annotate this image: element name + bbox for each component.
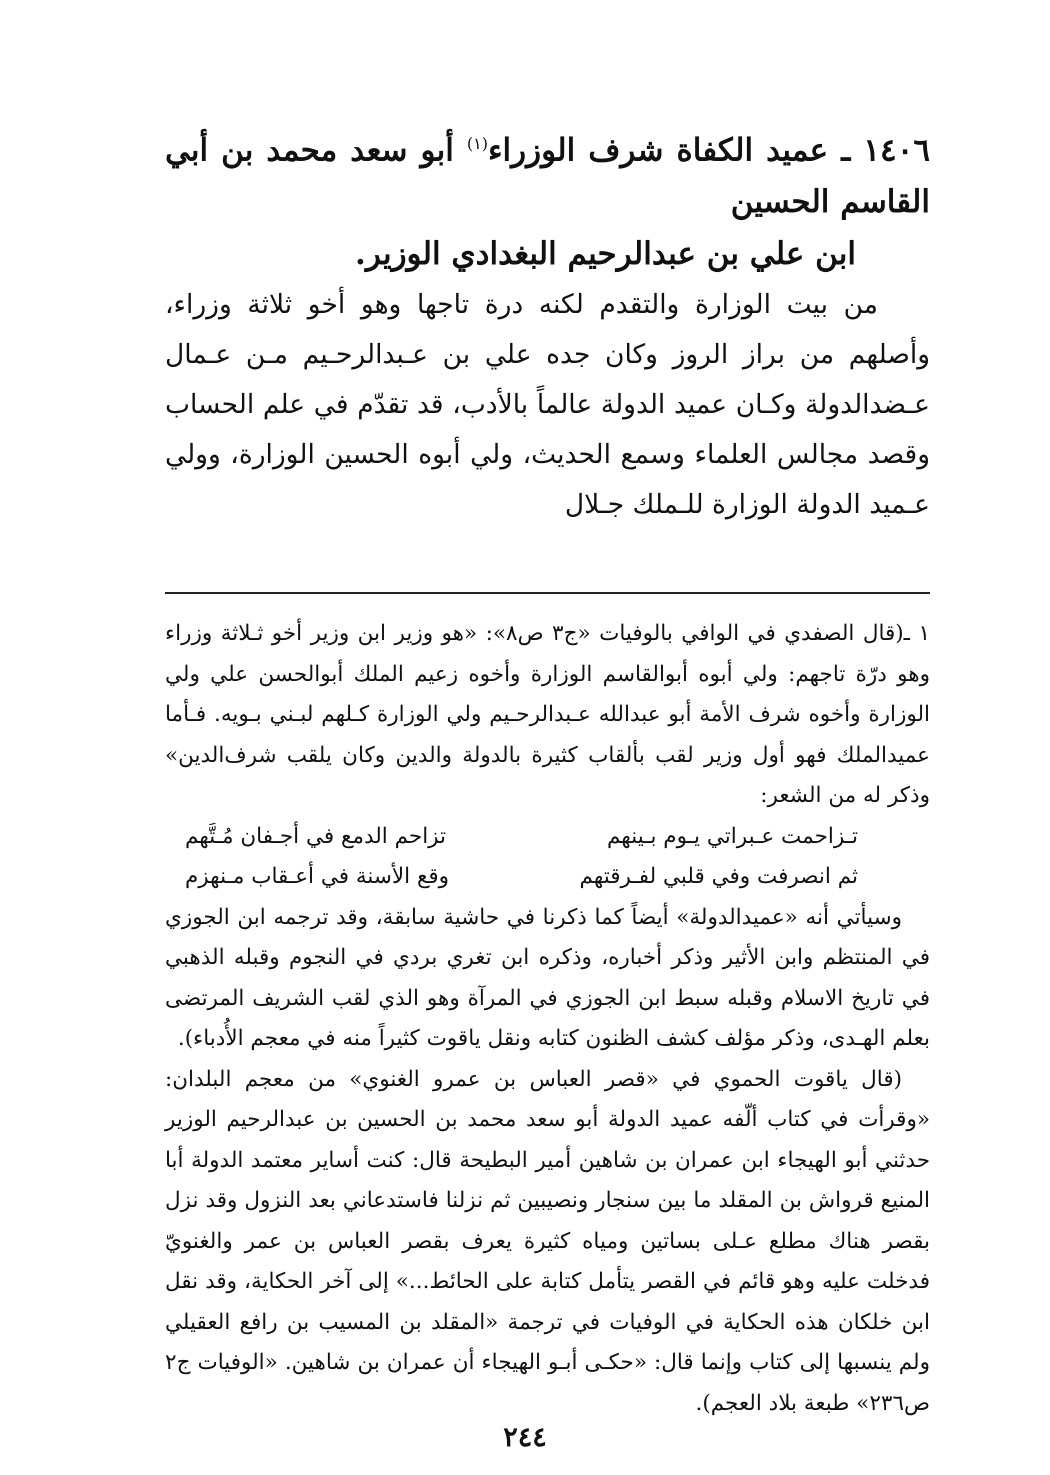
footnote-section xyxy=(165,614,930,1424)
footnote-paragraph-1: ١ ـ(قال الصفدي في الوافي بالوفيات «ج٣ ص٨»: «هو وزير ابن وزير أخو ثـلاثة وزراء وهو درّة تاجهم: ولي أبوه أبوالقاسم الوزارة وأخوه زعيم الملك أبوالحسن علي ولي الوزارة وأخوه شرف الأمة أبو عبدالله عـبدالرحـيم ولي الوزارة كـلهم لبـني بـويه. فـأما عميدالملك فهو أول وزير لقب بألقاب كثيرة بالدولة والدين وكان يلقب شرف‌الدين» وذكر له من الشعر: xyxy=(165,621,931,809)
page-number: ٢٤٤ xyxy=(503,1422,547,1453)
poem-verse xyxy=(185,857,858,898)
entry-title: ١٤٠٦ ـ عميد الكفاة شرف الوزراء xyxy=(487,132,930,169)
entry-title-line2: ابن علي بن عبدالرحيم البغدادي الوزير. xyxy=(355,236,856,273)
entry-heading xyxy=(165,118,930,280)
entry-title-continued: أبو سعد محمد بن أبي القاسم الحسين xyxy=(165,132,930,221)
entry-body: من بيت الوزارة والتقدم لكنه درة تاجها وهو أخو ثلاثة وزراء، وأصلهم من براز الروز وكان جده علي بن عـبدالرحـيم مـن عـمال عـضدالدولة وكـان عميد الدولة عالماً بالأدب، قد تقدّم في علم الحساب وقصد مجالس العلماء وسمع الحديث، ولي أبوه الحسين الوزارة، وولي عـميد الدولة الوزارة للـملك جـلال xyxy=(165,289,930,521)
poem-verse xyxy=(185,817,858,858)
poem-hemistich-second: وقع الأسنة في أعـقاب مـنهزم xyxy=(185,864,450,890)
poem-hemistich-second: تزاحم الدمع في أجـفان مُـتَّهم xyxy=(185,823,447,849)
footnote-divider xyxy=(165,592,930,594)
footnote-reference[interactable]: (١) xyxy=(466,134,488,153)
poem-hemistich-first: تـزاحمت عـبراتي يـوم بـينهم xyxy=(607,823,858,849)
footnote-paragraph-3: (قال ياقوت الحموي في «قصر العباس بن عمرو الغنوي» من معجم البلدان: «وقرأت في كتاب ألّفه عميد الدولة أبو سعد محمد بن الحسين بن عبدالرحيم الوزير حدثني أبو الهيجاء ابن عمران بن شاهين أمير البطيحة قال: كنت أساير معتمد الدولة أبا المنيع قرواش بن المقلد ما بين سنجار ونصيبين ثم نزلنا فاستدعاني بعد النزول وقد نزل بقصر هناك مطلع عـلى بساتين ومياه كثيرة يعرف بقصر العباس بن عمر والغنويّ فدخلت عليه وهو قائم في القصر يتأمل كتابة على الحائط...» إلى آخر الحكاية، وقد نقل ابن خلكان هذه الحكاية في الوفيات في ترجمة «المقلد بن المسيب بن رافع العقيلي ولم ينسبها إلى كتاب وإنما قال: «حكـى أبـو الهيجاء أن عمران بن شاهين. «الوفيات ج٢ ص٢٣٦» طبعة بلاد العجم). xyxy=(165,1066,930,1416)
footnote-paragraph-2: وسيأتي أنه «عميدالدولة» أيضاً كما ذكرنا في حاشية سابقة، وقد ترجمه ابن الجوزي في المنتظم وابن الأثير وذكر أخباره، وذكره ابن تغري بردي في النجوم وقبله الذهبي في تاريخ الاسلام وقبله سبط ابن الجوزي في المرآة وهو الذي لقب الشريف المرتضى بعلم الهـدى، وذكر مؤلف كشف الظنون كتابه ونقل ياقوت كثيراً منه في معجم الأُدباء). xyxy=(165,904,930,1052)
poem-block xyxy=(165,817,930,898)
poem-hemistich-first: ثم انصرفت وفي قلبي لفـرقتهم xyxy=(579,864,858,890)
